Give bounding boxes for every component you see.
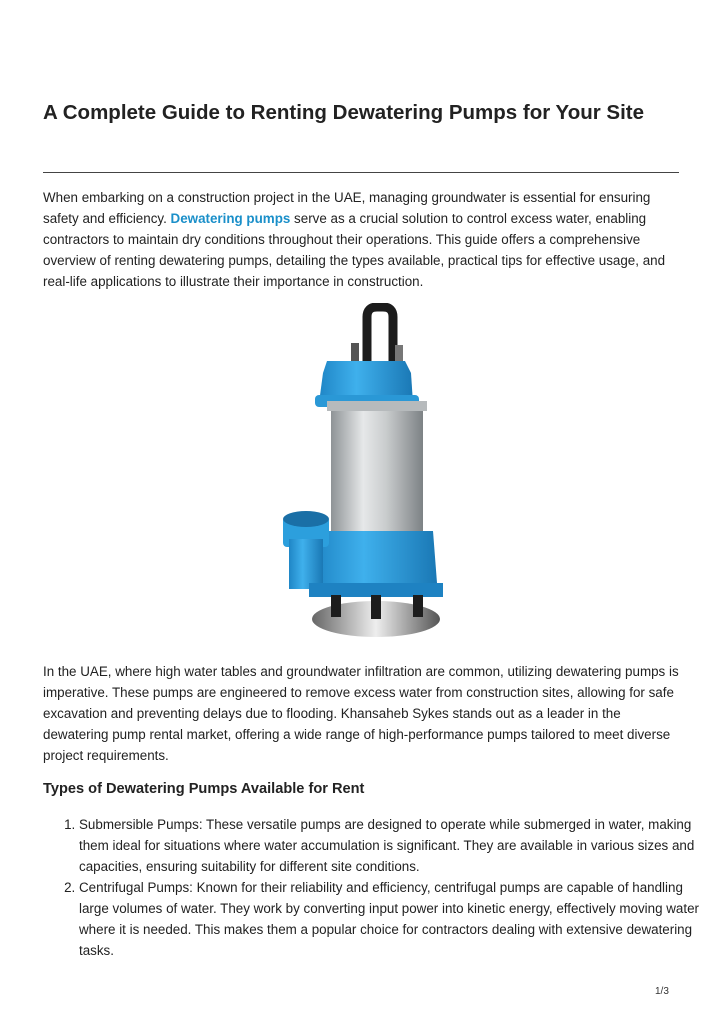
dewatering-pumps-link[interactable]: Dewatering pumps bbox=[170, 211, 291, 226]
pump-image bbox=[191, 303, 531, 648]
list-item: 1. Submersible Pumps: These versatile pumps are designed to operate while submerged in water, making them ideal for situations where water accumulation is significant. They are available in various sizes and capacities, ensuring suitability for different site conditions. bbox=[79, 814, 715, 877]
intro-text-before: When embarking on a construction project in the UAE, managing groundwater is essential for ensuring safety and efficiency. bbox=[43, 190, 651, 226]
section-heading: Types of Dewatering Pumps Available for Rent bbox=[43, 781, 365, 797]
intro-text-after: serve as a crucial solution to control excess water, enabling contractors to maintain dry conditions throughout their operations. This guide offers a comprehensive overview of renting dewatering pumps, detailing the types available, practical tips for effective usage, and real-life applications to illustrate their importance in construction. bbox=[43, 211, 666, 289]
pump-types-list bbox=[43, 814, 715, 961]
uae-paragraph: In the UAE, where high water tables and groundwater infiltration are common, utilizing dewatering pumps is imperative. These pumps are engineered to remove excess water from construction sites, allowing for safe excavation and preventing delays due to flooding. Khansaheb Sykes stands out as a leader in the dewatering pump rental market, offering a wide range of high-performance pumps tailored to meet diverse project requirements. bbox=[43, 664, 679, 763]
page-number: 1/3 bbox=[655, 986, 669, 997]
title-divider bbox=[43, 172, 679, 173]
list-item: 2. Centrifugal Pumps: Known for their reliability and efficiency, centrifugal pumps are capable of handling large volumes of water. They work by converting input power into kinetic energy, effectively moving water where it is needed. This makes them a popular choice for contractors dealing with extensive dewatering tasks. bbox=[79, 877, 715, 961]
submersible-pump-illustration-icon bbox=[191, 303, 531, 648]
intro-paragraph bbox=[43, 187, 679, 292]
page-title: A Complete Guide to Renting Dewatering Pumps for Your Site bbox=[43, 101, 645, 124]
